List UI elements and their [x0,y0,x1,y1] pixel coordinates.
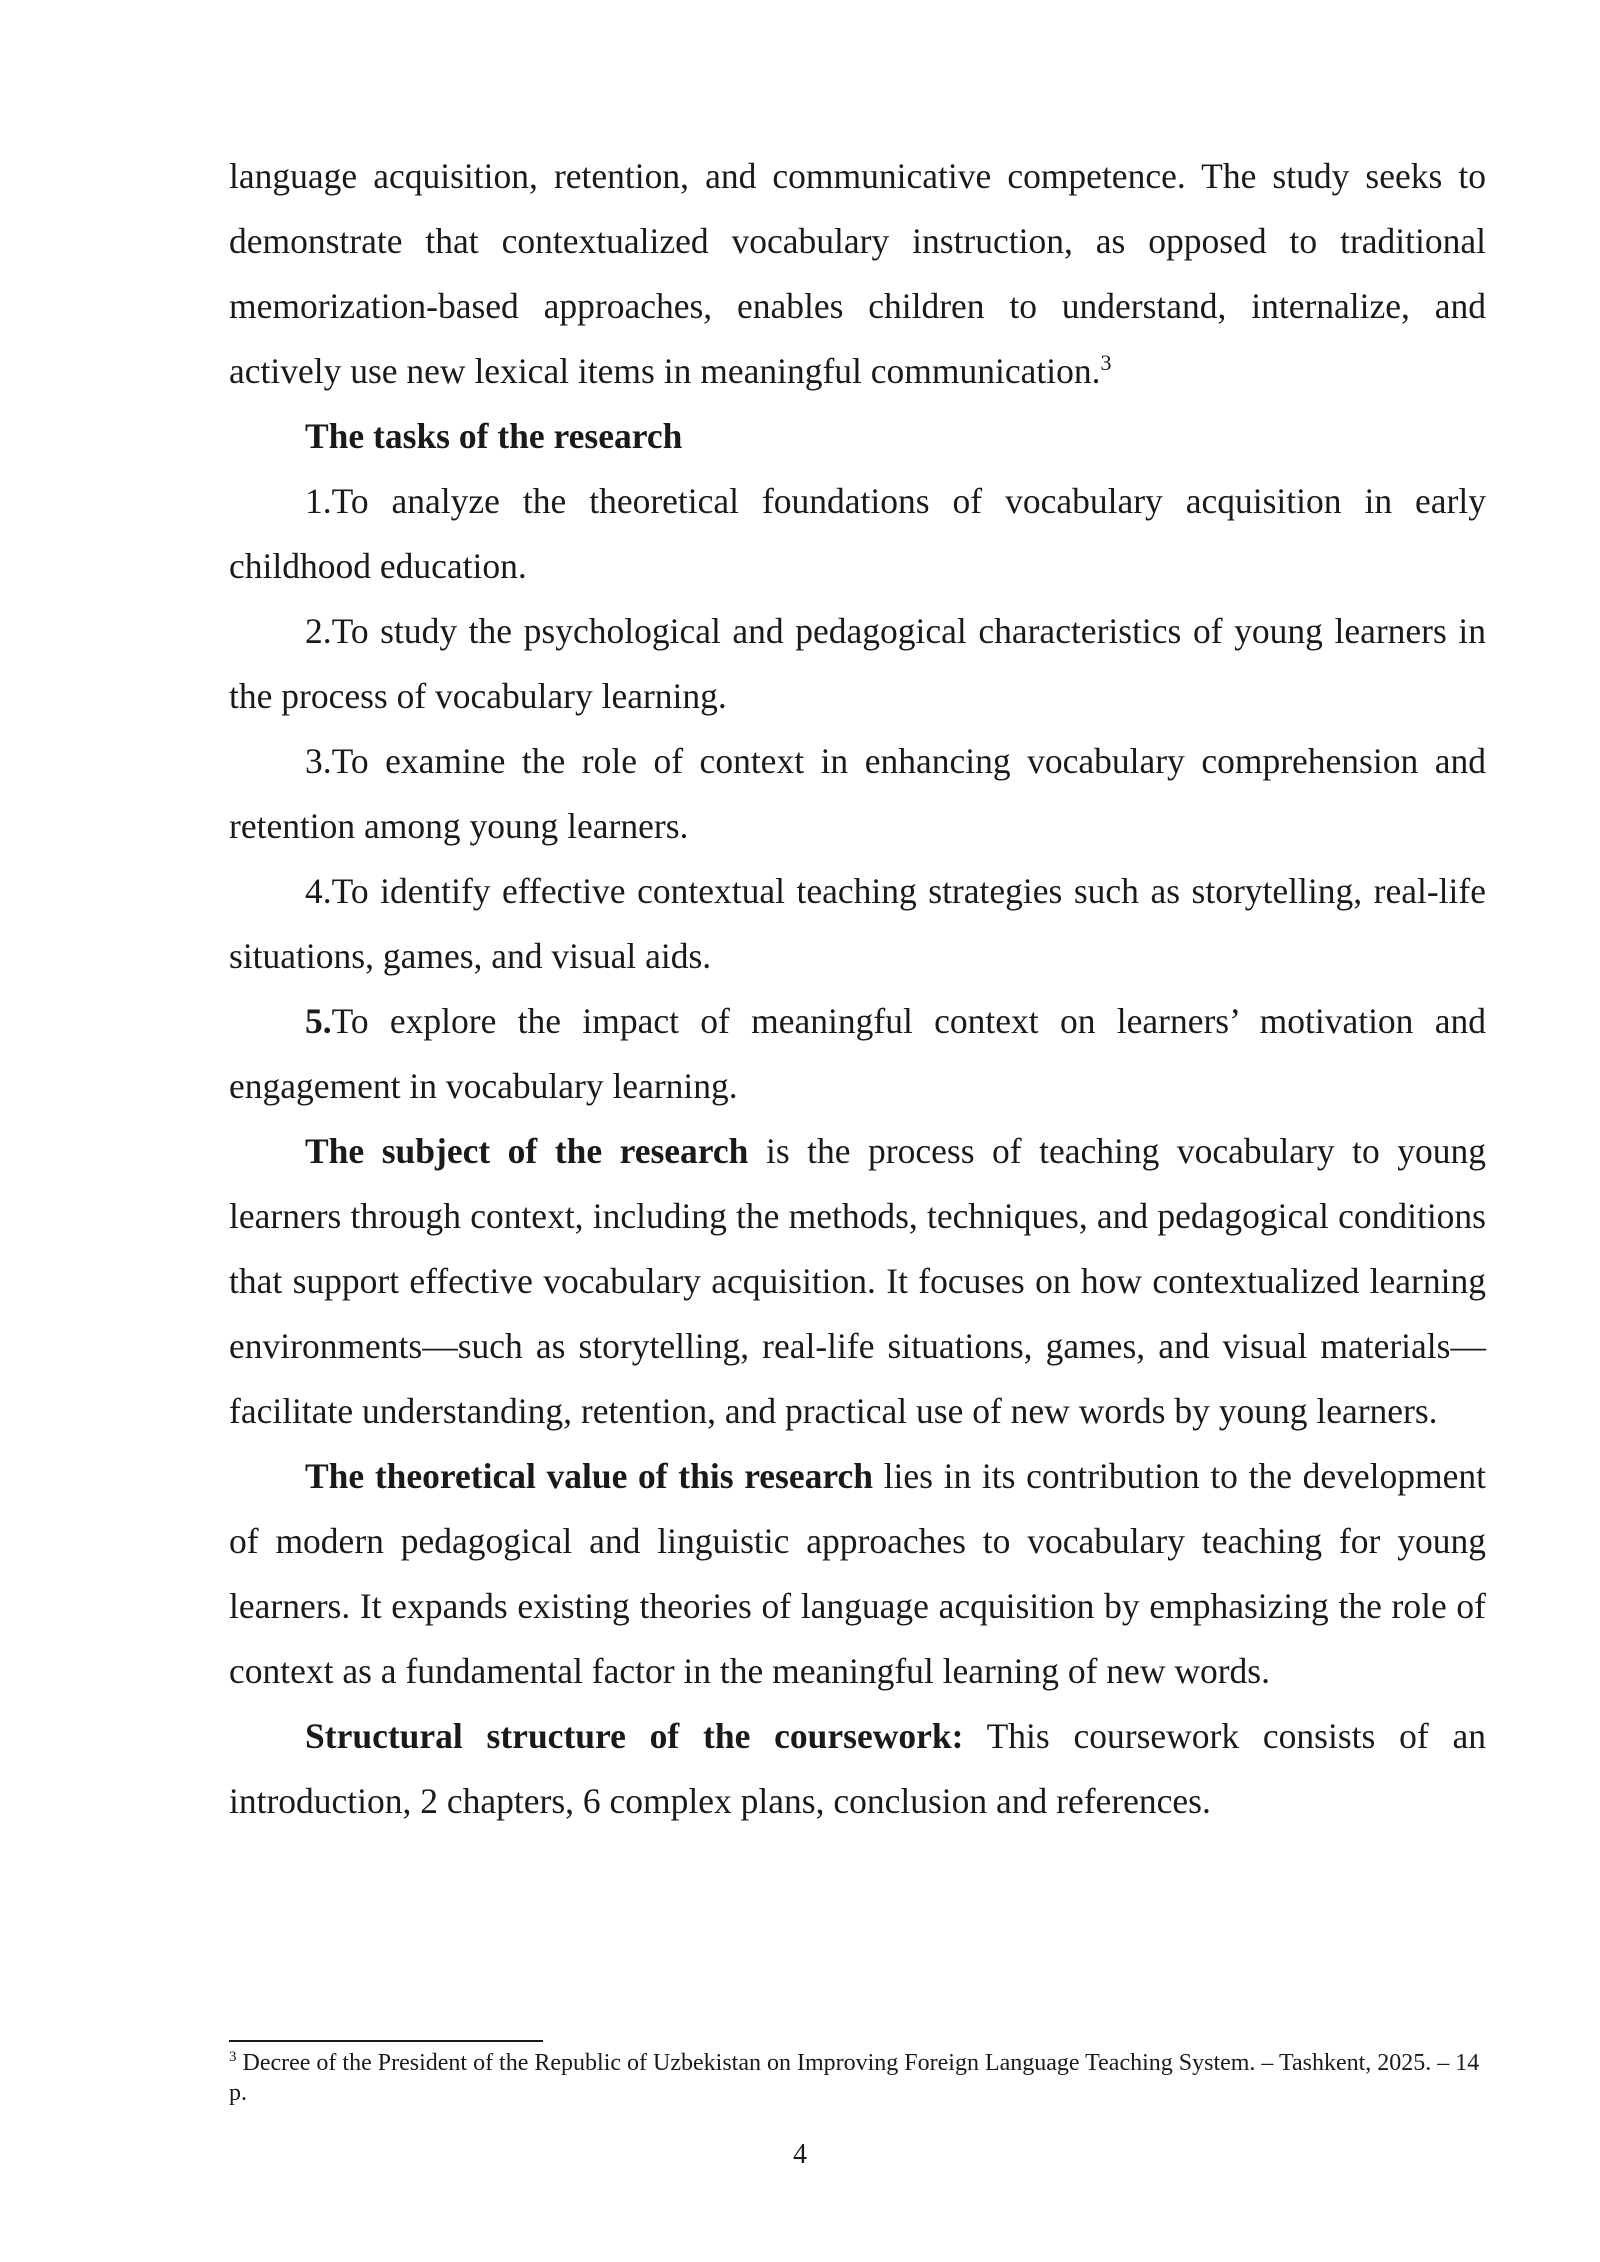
structure-text: This coursework consists of an introduction, 2 chapters, 6 complex plans, conclusion and references. [229,1716,1486,1821]
task-text: To study the psychological and pedagogical characteristics of young learners in the process of vocabulary learning. [229,611,1486,716]
task-number: 2. [305,611,332,651]
tasks-heading-text: The tasks of the research [305,416,683,456]
body-text [229,144,1486,1834]
task-item-2 [229,599,1486,729]
task-number: 1. [305,481,332,521]
footnote [229,2048,1486,2108]
theoretical-value-paragraph [229,1444,1486,1704]
subject-lead: The subject of the research [305,1131,749,1171]
footnote-divider [229,2040,543,2042]
task-item-3 [229,729,1486,859]
theoretical-lead: The theoretical value of this research [305,1456,873,1496]
task-text: To analyze the theoretical foundations of vocabulary acquisition in early childhood education. [229,481,1486,586]
footnote-text: Decree of the President of the Republic of Uzbekistan on Improving Foreign Language Teaching System. – Tashkent, 2025. – 14 p. [229,2050,1480,2106]
task-item-5 [229,989,1486,1119]
intro-text: language acquisition, retention, and communicative competence. The study seeks to demonstrate that contextualized vocabulary instruction, as opposed to traditional memorization-based approaches, enables children to understand, internalize, and actively use new lexical items in meaningful communication. [229,156,1486,391]
subject-paragraph [229,1119,1486,1444]
theoretical-text: lies in its contribution to the development of modern pedagogical and linguistic approaches to vocabulary teaching for young learners. It expands existing theories of language acquisition by emphasizing the role of context as a fundamental factor in the meaningful learning of new words. [229,1456,1486,1691]
intro-paragraph [229,144,1486,404]
task-item-4 [229,859,1486,989]
task-text: To identify effective contextual teaching strategies such as storytelling, real-life situations, games, and visual aids. [229,871,1486,976]
structure-paragraph [229,1704,1486,1834]
task-text: To explore the impact of meaningful context on learners’ motivation and engagement in vocabulary learning. [229,1001,1486,1106]
task-item-1 [229,469,1486,599]
footnote-reference[interactable]: 3 [1100,350,1112,376]
footnote-mark: 3 [229,2049,237,2065]
tasks-heading [229,404,1486,469]
structure-lead: Structural structure of the coursework: [305,1716,964,1756]
task-text: To examine the role of context in enhancing vocabulary comprehension and retention among young learners. [229,741,1486,846]
task-number: 5. [305,1001,332,1041]
task-number: 3. [305,741,332,781]
task-number: 4. [305,871,332,911]
subject-text: is the process of teaching vocabulary to young learners through context, including the methods, techniques, and pedagogical conditions that support effective vocabulary acquisition. It focuses on how contextualized learning environments—such as storytelling, real-life situations, games, and visual materials—facilitate understanding, retention, and practical use of new words by young learners. [229,1131,1487,1431]
page-number: 4 [793,2139,807,2170]
